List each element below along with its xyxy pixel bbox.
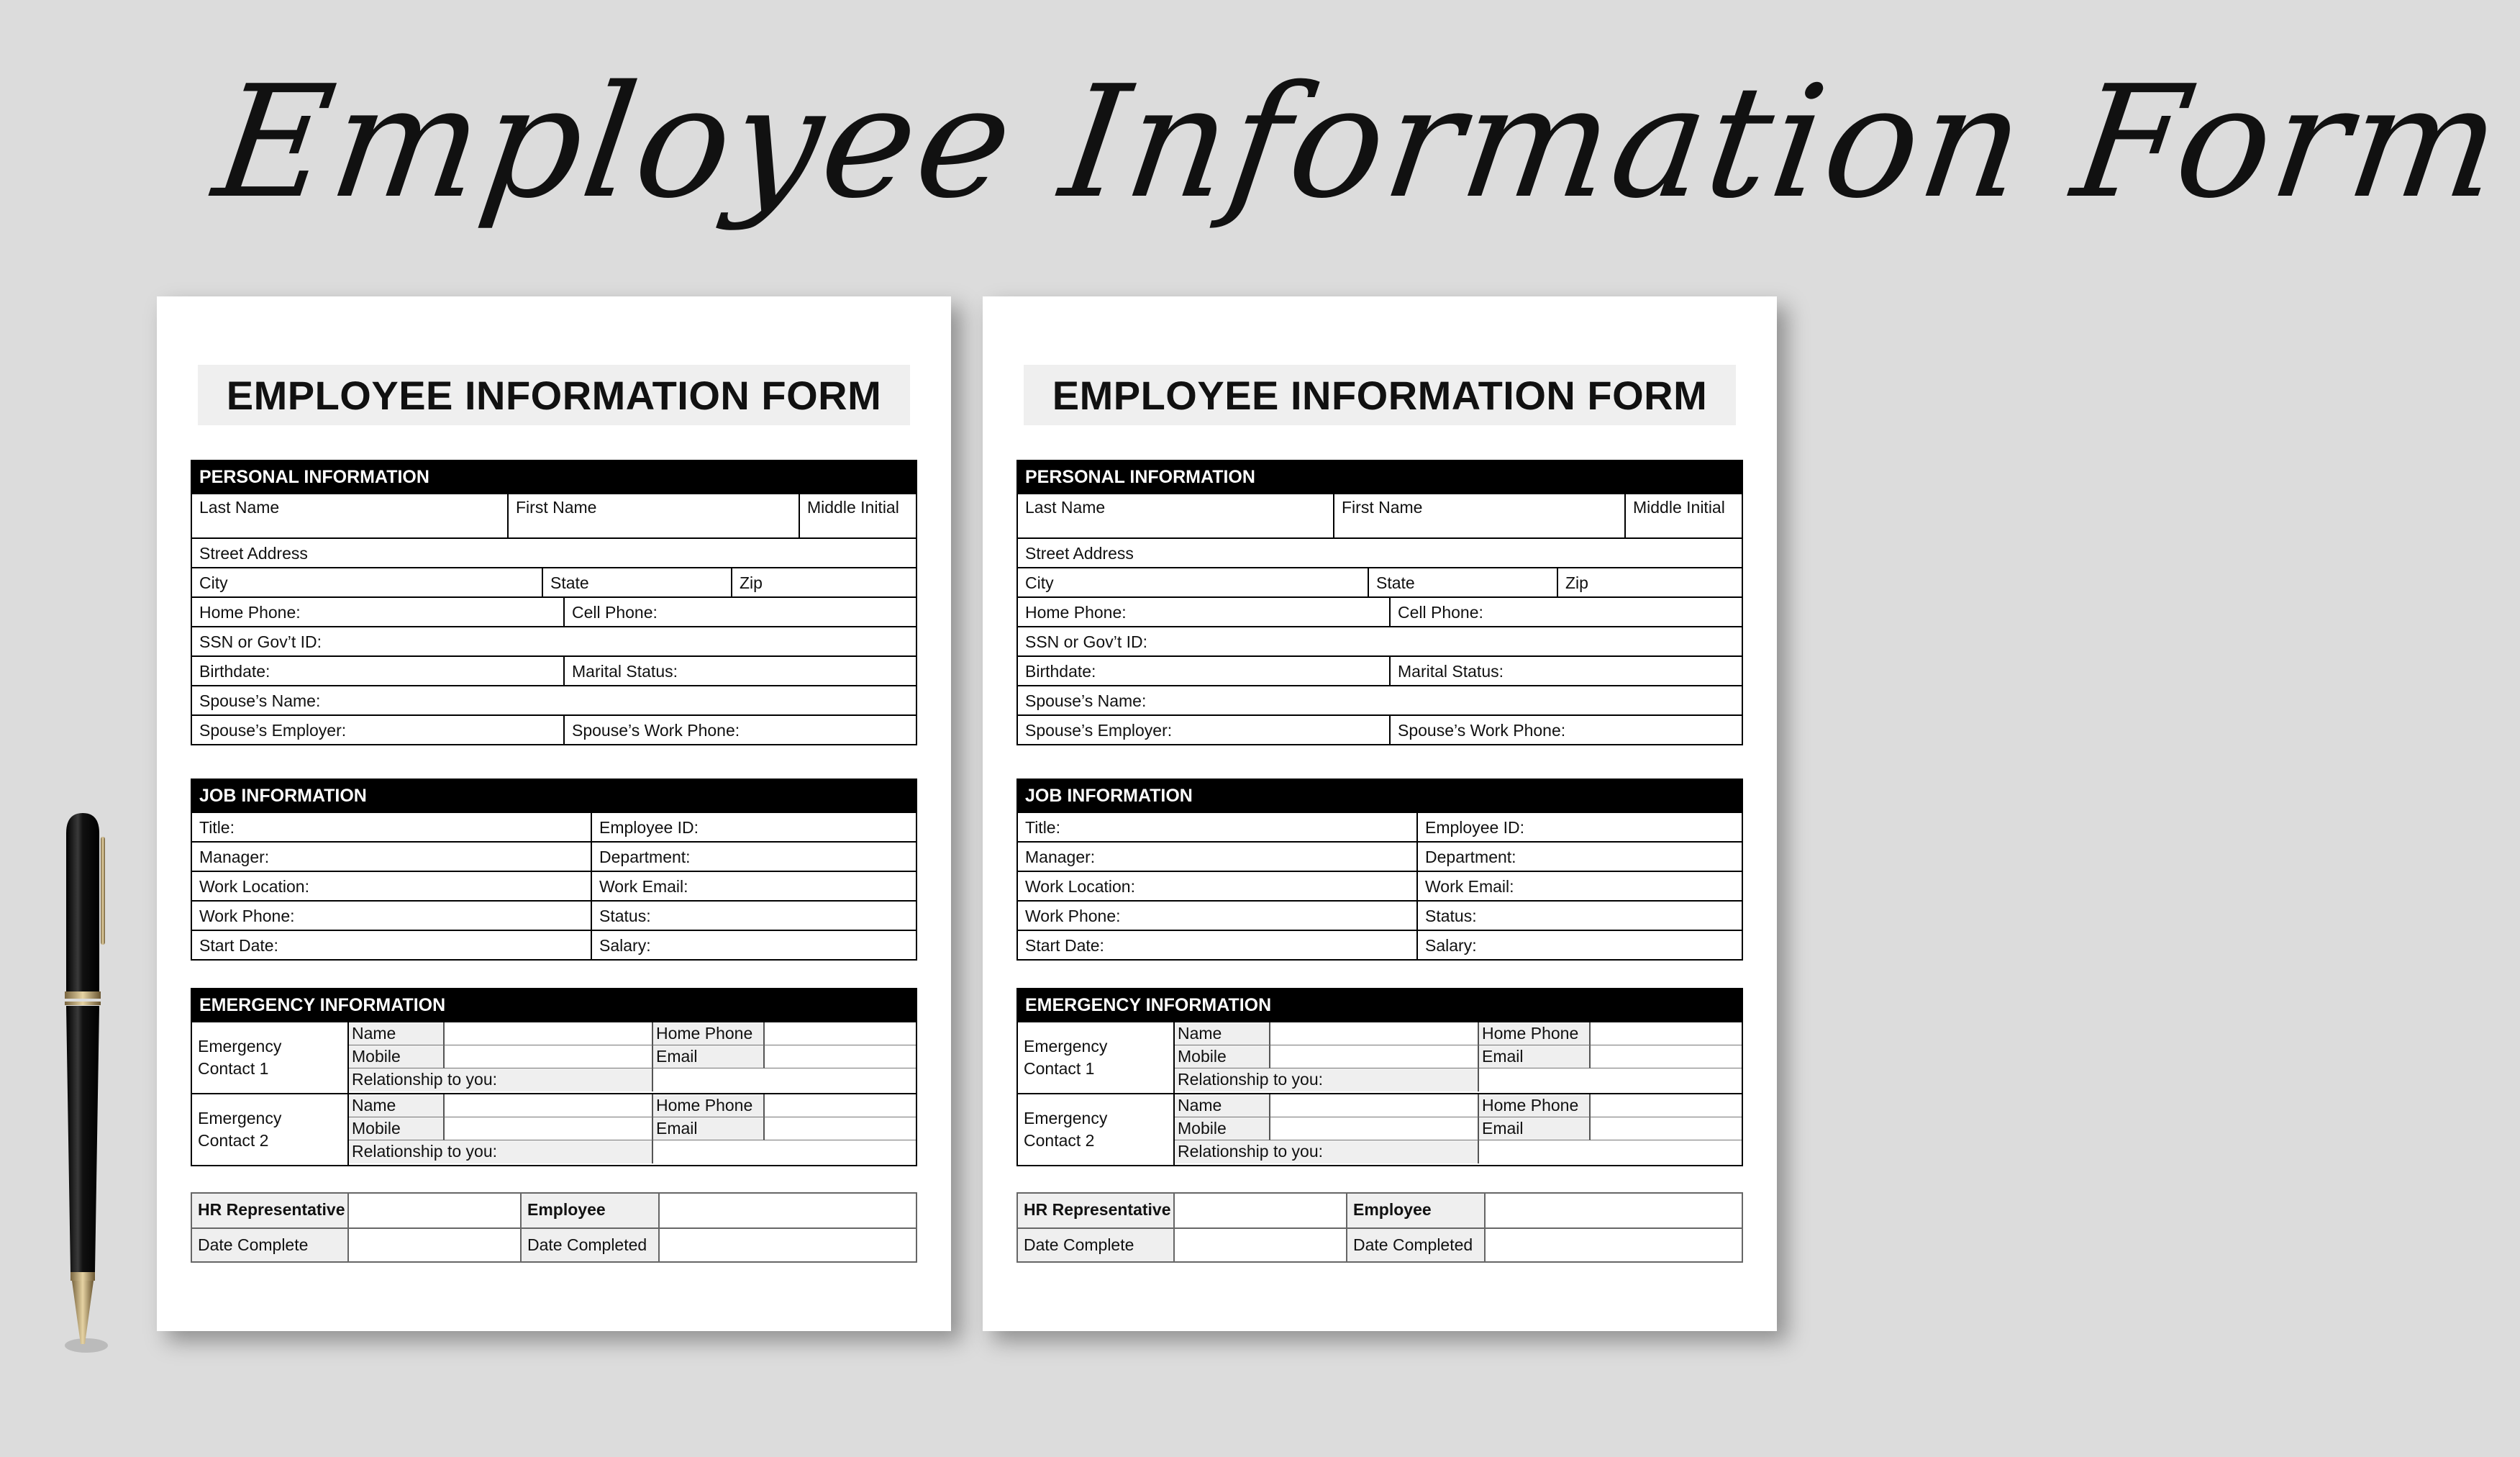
form-sheet-left [157, 296, 951, 1331]
date-completed-label: Date Completed [1347, 1227, 1486, 1261]
spouse-employer-field[interactable]: Spouse’s Employer: [192, 716, 565, 745]
name-label: Name [349, 1094, 445, 1117]
emergency-section [191, 988, 917, 1166]
home-phone-label: Home Phone [1479, 1022, 1591, 1045]
mobile-input[interactable] [445, 1117, 653, 1140]
home-phone-label: Home Phone [653, 1094, 765, 1117]
employee-id-field[interactable]: Employee ID: [1418, 813, 1742, 843]
signoff-section [1016, 1192, 1743, 1263]
mobile-input[interactable] [445, 1045, 653, 1068]
street-address-field[interactable]: Street Address [1018, 539, 1742, 568]
date-complete-label: Date Complete [192, 1227, 349, 1261]
status-field[interactable]: Status: [592, 902, 916, 931]
home-phone-label: Home Phone [1479, 1094, 1591, 1117]
employee-label: Employee [522, 1194, 660, 1227]
name-input[interactable] [1270, 1094, 1479, 1117]
home-phone-input[interactable] [1591, 1022, 1742, 1045]
name-input[interactable] [445, 1022, 653, 1045]
hr-rep-input[interactable] [1175, 1194, 1347, 1227]
relationship-input[interactable] [653, 1068, 916, 1091]
start-date-field[interactable]: Start Date: [1018, 931, 1418, 961]
middle-initial-field[interactable]: Middle Initial [800, 494, 916, 539]
spouse-name-field[interactable]: Spouse’s Name: [1018, 686, 1742, 716]
home-phone-input[interactable] [765, 1022, 916, 1045]
emergency-contact-1 [192, 1022, 916, 1094]
date-complete-label: Date Complete [1018, 1227, 1175, 1261]
pen-icon [58, 812, 108, 1358]
city-field[interactable]: City [1018, 568, 1369, 598]
banner [0, 0, 2514, 309]
section-heading: EMERGENCY INFORMATION [1016, 988, 1743, 1022]
employee-id-field[interactable]: Employee ID: [592, 813, 916, 843]
email-label: Email [1479, 1117, 1591, 1140]
spouse-work-phone-field[interactable]: Spouse’s Work Phone: [1391, 716, 1742, 745]
personal-section [191, 460, 917, 745]
street-address-field[interactable]: Street Address [192, 539, 916, 568]
state-field[interactable]: State [543, 568, 732, 598]
section-heading: PERSONAL INFORMATION [1016, 460, 1743, 494]
employee-input[interactable] [1486, 1194, 1742, 1227]
home-phone-field[interactable]: Home Phone: [1018, 598, 1391, 627]
date-completed-input[interactable] [660, 1227, 916, 1261]
home-phone-label: Home Phone [653, 1022, 765, 1045]
date-complete-input[interactable] [349, 1227, 522, 1261]
date-completed-input[interactable] [1486, 1227, 1742, 1261]
department-field[interactable]: Department: [592, 843, 916, 872]
hr-rep-label: HR Representative [1018, 1194, 1175, 1227]
spouse-employer-field[interactable]: Spouse’s Employer: [1018, 716, 1391, 745]
zip-field[interactable]: Zip [732, 568, 916, 598]
job-section [1016, 779, 1743, 961]
name-label: Name [1175, 1022, 1270, 1045]
emergency-contact-2 [1018, 1094, 1742, 1166]
signoff-section [191, 1192, 917, 1263]
relationship-label: Relationship to you: [349, 1140, 653, 1163]
email-input[interactable] [765, 1117, 916, 1140]
relationship-input[interactable] [1479, 1068, 1742, 1091]
relationship-label: Relationship to you: [1175, 1140, 1479, 1163]
name-input[interactable] [445, 1094, 653, 1117]
job-title-field[interactable]: Title: [192, 813, 592, 843]
work-phone-field[interactable]: Work Phone: [1018, 902, 1418, 931]
birthdate-field[interactable]: Birthdate: [1018, 657, 1391, 686]
form-title: EMPLOYEE INFORMATION FORM [198, 365, 910, 425]
name-label: Name [349, 1022, 445, 1045]
relationship-label: Relationship to you: [349, 1068, 653, 1091]
salary-field[interactable]: Salary: [592, 931, 916, 961]
email-label: Email [653, 1117, 765, 1140]
contact-label: Emergency Contact 2 [1018, 1094, 1175, 1165]
marital-status-field[interactable]: Marital Status: [1391, 657, 1742, 686]
work-email-field[interactable]: Work Email: [1418, 872, 1742, 902]
form-sheet-right [983, 296, 1777, 1331]
work-location-field[interactable]: Work Location: [1018, 872, 1418, 902]
emergency-contact-1 [1018, 1022, 1742, 1094]
relationship-label: Relationship to you: [1175, 1068, 1479, 1091]
hr-rep-input[interactable] [349, 1194, 522, 1227]
start-date-field[interactable]: Start Date: [192, 931, 592, 961]
personal-section [1016, 460, 1743, 745]
employee-label: Employee [1347, 1194, 1486, 1227]
job-title-field[interactable]: Title: [1018, 813, 1418, 843]
spouse-work-phone-field[interactable]: Spouse’s Work Phone: [565, 716, 916, 745]
state-field[interactable]: State [1369, 568, 1558, 598]
name-label: Name [1175, 1094, 1270, 1117]
status-field[interactable]: Status: [1418, 902, 1742, 931]
section-heading: JOB INFORMATION [1016, 779, 1743, 813]
manager-field[interactable]: Manager: [1018, 843, 1418, 872]
mobile-input[interactable] [1270, 1045, 1479, 1068]
ssn-field[interactable]: SSN or Gov’t ID: [192, 627, 916, 657]
ssn-field[interactable]: SSN or Gov’t ID: [1018, 627, 1742, 657]
mobile-label: Mobile [1175, 1045, 1270, 1068]
marital-status-field[interactable]: Marital Status: [565, 657, 916, 686]
cell-phone-field[interactable]: Cell Phone: [1391, 598, 1742, 627]
zip-field[interactable]: Zip [1558, 568, 1742, 598]
city-field[interactable]: City [192, 568, 543, 598]
home-phone-input[interactable] [1591, 1094, 1742, 1117]
spouse-name-field[interactable]: Spouse’s Name: [192, 686, 916, 716]
home-phone-field[interactable]: Home Phone: [192, 598, 565, 627]
mobile-input[interactable] [1270, 1117, 1479, 1140]
relationship-input[interactable] [1479, 1140, 1742, 1163]
manager-field[interactable]: Manager: [192, 843, 592, 872]
date-complete-input[interactable] [1175, 1227, 1347, 1261]
section-heading: EMERGENCY INFORMATION [191, 988, 917, 1022]
email-input[interactable] [1591, 1045, 1742, 1068]
department-field[interactable]: Department: [1418, 843, 1742, 872]
emergency-section [1016, 988, 1743, 1166]
mobile-label: Mobile [349, 1045, 445, 1068]
mobile-label: Mobile [1175, 1117, 1270, 1140]
form [187, 365, 921, 1263]
relationship-input[interactable] [653, 1140, 916, 1163]
form-title: EMPLOYEE INFORMATION FORM [1024, 365, 1736, 425]
first-name-field[interactable]: First Name [509, 494, 800, 539]
work-location-field[interactable]: Work Location: [192, 872, 592, 902]
job-section [191, 779, 917, 961]
salary-field[interactable]: Salary: [1418, 931, 1742, 961]
email-label: Email [1479, 1045, 1591, 1068]
mobile-label: Mobile [349, 1117, 445, 1140]
contact-label: Emergency Contact 2 [192, 1094, 349, 1165]
birthdate-field[interactable]: Birthdate: [192, 657, 565, 686]
contact-label: Emergency Contact 1 [1018, 1022, 1175, 1093]
last-name-field[interactable]: Last Name [192, 494, 509, 539]
date-completed-label: Date Completed [522, 1227, 660, 1261]
hr-rep-label: HR Representative [192, 1194, 349, 1227]
email-input[interactable] [1591, 1117, 1742, 1140]
banner-title: Employee Information Form [205, 52, 2514, 232]
home-phone-input[interactable] [765, 1094, 916, 1117]
email-label: Email [653, 1045, 765, 1068]
middle-initial-field[interactable]: Middle Initial [1626, 494, 1742, 539]
contact-label: Emergency Contact 1 [192, 1022, 349, 1093]
emergency-contact-2 [192, 1094, 916, 1166]
first-name-field[interactable]: First Name [1334, 494, 1626, 539]
name-input[interactable] [1270, 1022, 1479, 1045]
section-heading: PERSONAL INFORMATION [191, 460, 917, 494]
work-phone-field[interactable]: Work Phone: [192, 902, 592, 931]
section-heading: JOB INFORMATION [191, 779, 917, 813]
employee-input[interactable] [660, 1194, 916, 1227]
work-email-field[interactable]: Work Email: [592, 872, 916, 902]
last-name-field[interactable]: Last Name [1018, 494, 1334, 539]
email-input[interactable] [765, 1045, 916, 1068]
form [1013, 365, 1747, 1263]
cell-phone-field[interactable]: Cell Phone: [565, 598, 916, 627]
